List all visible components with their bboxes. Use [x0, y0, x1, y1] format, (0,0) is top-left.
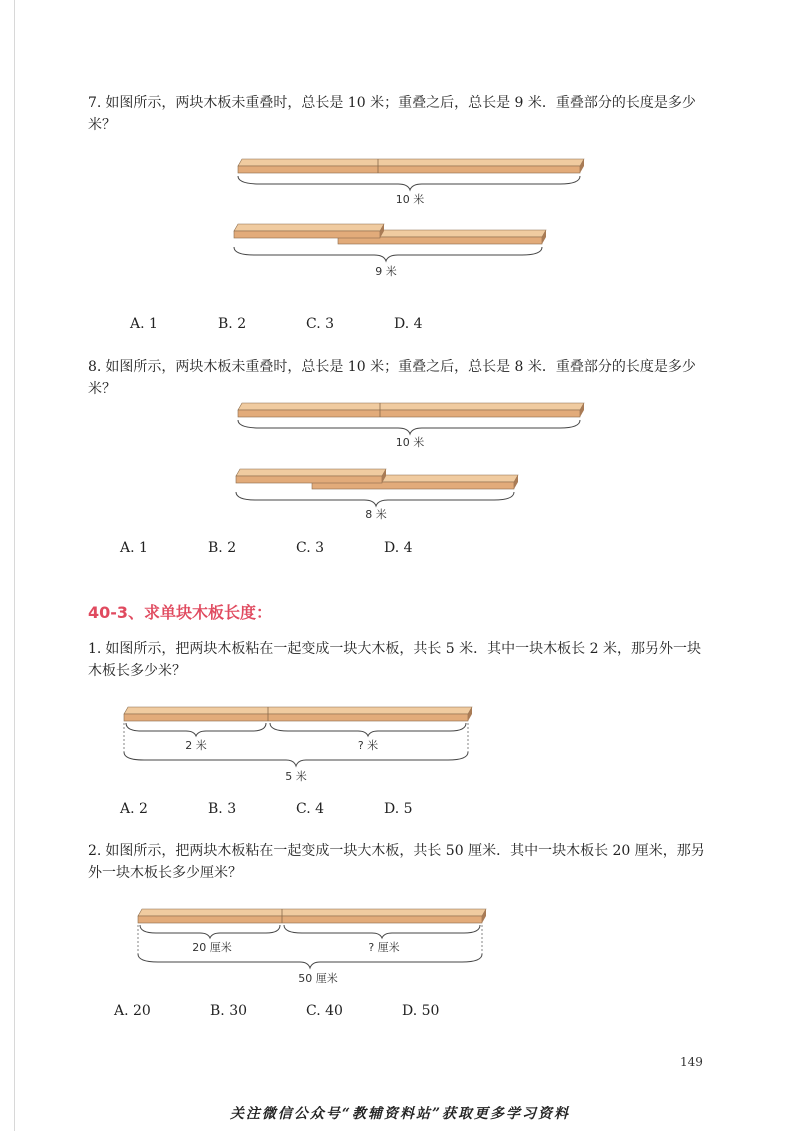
choice-a[interactable]: A. 1	[120, 540, 148, 556]
question-number: 7.	[88, 95, 102, 111]
choice-d[interactable]: D. 4	[394, 316, 423, 332]
question-8	[88, 356, 708, 400]
q8-label-overlap: 8 米	[365, 508, 387, 521]
question-number: 8.	[88, 359, 102, 375]
choice-c[interactable]: C. 4	[296, 801, 325, 817]
section-title: 40-3、求单块木板长度：	[88, 603, 273, 622]
choice-a[interactable]: A. 1	[130, 316, 158, 332]
s1-label-total: 5 米	[285, 770, 307, 783]
q7-label-total: 10 米	[395, 193, 425, 206]
s2-label-total: 50 厘米	[298, 972, 338, 985]
q8-board-overlap	[236, 469, 518, 489]
s1-choices	[120, 801, 444, 817]
s1-label-part2: ? 米	[357, 739, 379, 752]
q8-choices	[120, 540, 444, 556]
choice-d[interactable]: D. 4	[384, 540, 413, 556]
choice-b[interactable]: B. 2	[218, 316, 247, 332]
q7-brace-overlap	[234, 247, 542, 261]
question-text: 如图所示，把两块木板粘在一起变成一块大木板，共长 50 厘米．其中一块木板长 20 厘米，那另外一块木板长多少厘米？	[88, 843, 705, 881]
choice-b[interactable]: B. 30	[210, 1003, 248, 1019]
q7-brace-total	[238, 176, 580, 190]
q8-brace-total	[238, 420, 580, 434]
choice-c[interactable]: C. 40	[306, 1003, 343, 1019]
question-number: 2.	[88, 843, 102, 859]
s1-brace-part1	[126, 723, 266, 736]
q7-choices	[130, 316, 454, 332]
q7-label-overlap: 9 米	[375, 265, 397, 278]
question-text: 如图所示，两块木板未重叠时，总长是 10 米；重叠之后，总长是 9 米．重叠部分的长度是多少米？	[88, 95, 696, 133]
q8-board-pair	[238, 403, 584, 417]
section-question-1	[88, 638, 708, 682]
q7-board-overlap	[234, 224, 546, 244]
s2-choices	[114, 1003, 462, 1019]
s2-label-part2: ? 厘米	[368, 941, 400, 954]
q8-label-total: 10 米	[395, 436, 425, 449]
footer-note: 关注微信公众号“教辅资料站”获取更多学习资料	[229, 1106, 571, 1122]
s1-label-part1: 2 米	[185, 739, 207, 752]
s1-brace-total	[124, 752, 468, 766]
s2-brace-part1	[140, 925, 280, 938]
choice-b[interactable]: B. 3	[208, 801, 237, 817]
question-text: 如图所示，把两块木板粘在一起变成一块大木板，共长 5 米．其中一块木板长 2 米，那另外一块木板长多少米？	[88, 641, 701, 679]
q8-brace-overlap	[236, 492, 514, 506]
question-number: 1.	[88, 641, 102, 657]
choice-a[interactable]: A. 2	[120, 801, 148, 817]
s1-brace-part2	[270, 723, 466, 736]
choice-c[interactable]: C. 3	[306, 316, 335, 332]
choice-d[interactable]: D. 50	[402, 1003, 440, 1019]
page-number: 149	[680, 1055, 703, 1069]
s2-label-part1: 20 厘米	[192, 941, 232, 954]
choice-d[interactable]: D. 5	[384, 801, 413, 817]
s2-brace-part2	[284, 925, 480, 938]
s2-brace-total	[138, 954, 482, 968]
choice-a[interactable]: A. 20	[114, 1003, 151, 1019]
section-question-2	[88, 840, 708, 884]
s1-board-pair	[124, 707, 472, 721]
question-text: 如图所示，两块木板未重叠时，总长是 10 米；重叠之后，总长是 8 米．重叠部分的长度是多少米？	[88, 359, 696, 397]
s2-board-pair	[138, 909, 486, 923]
choice-b[interactable]: B. 2	[208, 540, 237, 556]
choice-c[interactable]: C. 3	[296, 540, 325, 556]
q7-board-pair	[238, 159, 584, 173]
